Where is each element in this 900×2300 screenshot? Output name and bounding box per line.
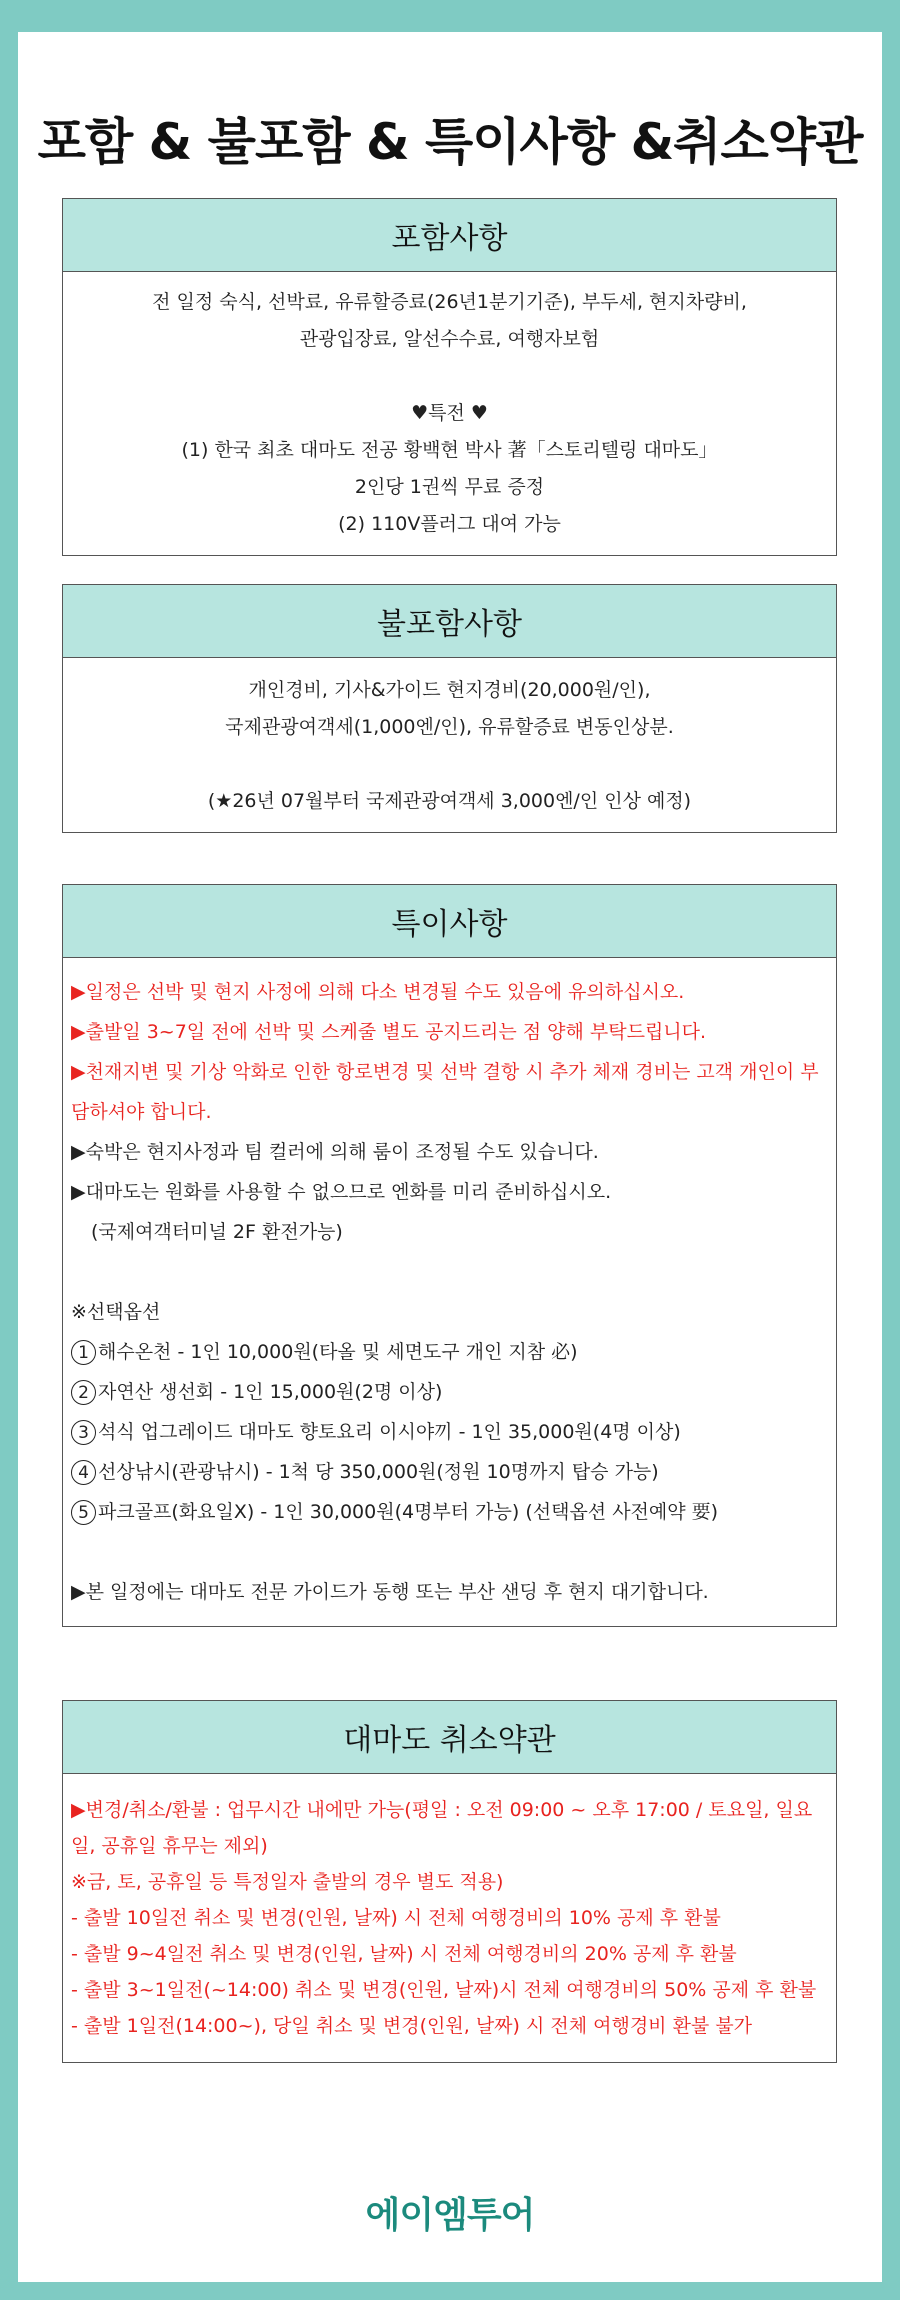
option-item (71, 1492, 828, 1532)
cancel-line: - 출발 3~1일전(~14:00) 취소 및 변경(인원, 날짜)시 전체 여행경비의 50% 공제 후 환불 (71, 1979, 817, 2001)
excluded-note: (★26년 07월부터 국제관광여객세 3,000엔/인 인상 예정) (207, 790, 692, 812)
page-card (18, 32, 882, 2282)
excluded-body (63, 658, 836, 832)
included-header: 포함사항 (63, 199, 836, 272)
option-item (71, 1412, 828, 1452)
cancel-line: ▶변경/취소/환불 : 업무시간 내에만 가능(평일 : 오전 09:00 ~ 오후 17:00 / 토요일, 일요일, 공휴일 휴무는 제외) (71, 1799, 813, 1857)
notes-red-line: ▶일정은 선박 및 현지 사정에 의해 다소 변경될 수도 있음에 유의하십시오. (71, 981, 685, 1003)
included-line: 관광입장료, 알선수수료, 여행자보험 (299, 328, 600, 350)
included-section (62, 198, 837, 556)
circled-number: 3 (71, 1420, 96, 1445)
included-line: (1) 한국 최초 대마도 전공 황백현 박사 著「스토리텔링 대마도」 (181, 439, 718, 461)
cancel-line: - 출발 9~4일전 취소 및 변경(인원, 날짜) 시 전체 여행경비의 20% 공제 후 환불 (71, 1943, 737, 1965)
option-item (71, 1332, 828, 1372)
excluded-header: 불포함사항 (63, 585, 836, 658)
option-item (71, 1372, 828, 1412)
excluded-section (62, 584, 837, 833)
excluded-line: 개인경비, 기사&가이드 현지경비(20,000원/인), (248, 679, 651, 701)
notes-line: ▶숙박은 현지사정과 팀 컬러에 의해 룸이 조정될 수도 있습니다. (71, 1141, 599, 1163)
cancel-body (63, 1774, 836, 2062)
cancel-header: 대마도 취소약관 (63, 1701, 836, 1774)
option-text: 자연산 생선회 - 1인 15,000원(2명 이상) (98, 1381, 443, 1403)
circled-number: 4 (71, 1460, 96, 1485)
notes-section (62, 884, 837, 1627)
notes-line: ▶대마도는 원화를 사용할 수 없으므로 엔화를 미리 준비하십시오. (71, 1181, 612, 1203)
notes-line: (국제여객터미널 2F 환전가능) (91, 1221, 343, 1243)
excluded-line: 국제관광여객세(1,000엔/인), 유류할증료 변동인상분. (225, 716, 674, 738)
option-text: 석식 업그레이드 대마도 향토요리 이시야끼 - 1인 35,000원(4명 이상) (98, 1421, 681, 1443)
notes-body (63, 958, 836, 1626)
option-text: 해수온천 - 1인 10,000원(타올 및 세면도구 개인 지참 必) (98, 1341, 578, 1363)
option-text: 파크골프(화요일X) - 1인 30,000원(4명부터 가능) (선택옵션 사전예약 要) (98, 1501, 719, 1523)
included-body (63, 272, 836, 555)
guide-line: ▶본 일정에는 대마도 전문 가이드가 동행 또는 부산 샌딩 후 현지 대기합니다. (71, 1581, 709, 1603)
option-item (71, 1452, 828, 1492)
included-line: 2인당 1권씩 무료 증정 (354, 476, 545, 498)
brand-logo: 에이엠투어 (365, 2195, 535, 2236)
circled-number: 5 (71, 1500, 96, 1525)
included-line: (2) 110V플러그 대여 가능 (338, 513, 561, 535)
notes-red-line: ▶출발일 3~7일 전에 선박 및 스케줄 별도 공지드리는 점 양해 부탁드립니다. (71, 1021, 707, 1043)
cancel-line: ※금, 토, 공휴일 등 특정일자 출발의 경우 별도 적용) (71, 1871, 504, 1893)
page-title: 포함 & 불포함 & 특이사항 &취소약관 (37, 113, 863, 171)
circled-number: 1 (71, 1340, 96, 1365)
cancel-section (62, 1700, 837, 2063)
notes-red-line: ▶천재지변 및 기상 악화로 인한 항로변경 및 선박 결항 시 추가 체재 경비는 고객 개인이 부담하셔야 합니다. (71, 1061, 819, 1123)
circled-number: 2 (71, 1380, 96, 1405)
option-text: 선상낚시(관광낚시) - 1척 당 350,000원(정원 10명까지 탑승 가능) (98, 1461, 659, 1483)
included-line: 전 일정 숙식, 선박료, 유류할증료(26년1분기기준), 부두세, 현지차량비, (152, 291, 747, 313)
cancel-line: - 출발 1일전(14:00~), 당일 취소 및 변경(인원, 날짜) 시 전체 여행경비 환불 불가 (71, 2015, 753, 2037)
options-title: ※선택옵션 (71, 1301, 161, 1323)
notes-header: 특이사항 (63, 885, 836, 958)
special-benefit-title: ♥특전 ♥ (411, 402, 488, 424)
cancel-line: - 출발 10일전 취소 및 변경(인원, 날짜) 시 전체 여행경비의 10% 공제 후 환불 (71, 1907, 721, 1929)
